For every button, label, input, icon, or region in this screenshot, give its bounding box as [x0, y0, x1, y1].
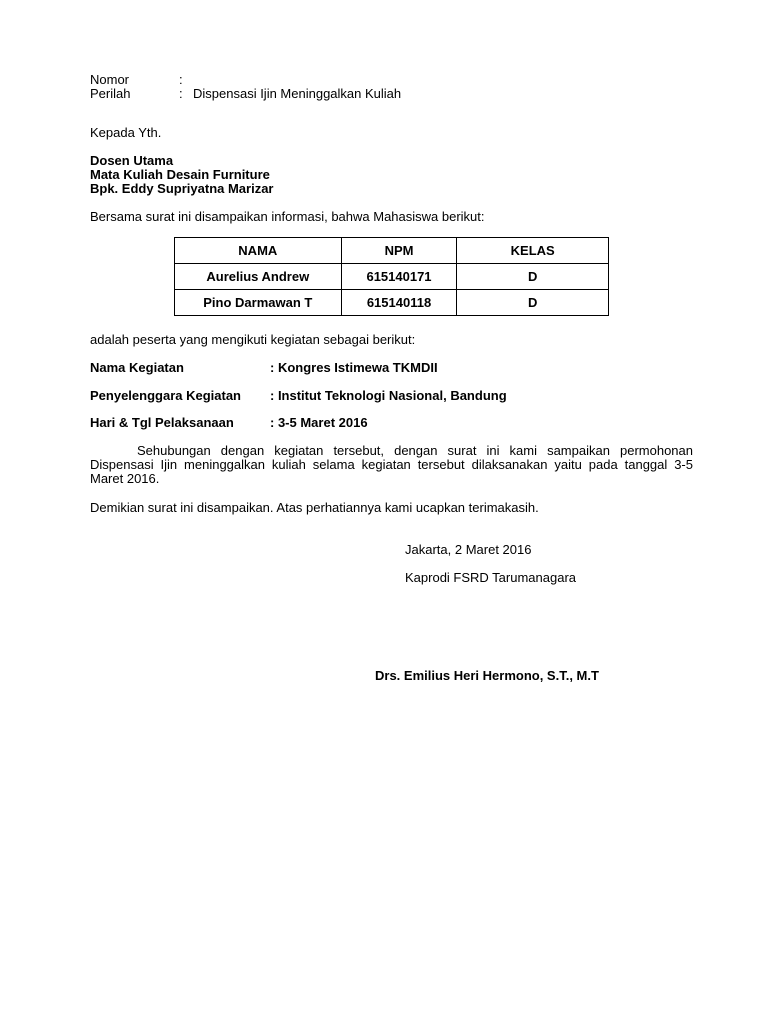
- activity-name-value: : Kongres Istimewa TKMDII: [270, 360, 438, 375]
- perihal-colon: :: [179, 86, 183, 101]
- recipient-course: Mata Kuliah Desain Furniture: [90, 167, 270, 182]
- signature-place-date: Jakarta, 2 Maret 2016: [405, 542, 532, 557]
- cell-npm: 615140171: [341, 264, 457, 290]
- perihal-value: Dispensasi Ijin Meninggalkan Kuliah: [193, 86, 402, 101]
- body-paragraph: Sehubungan dengan kegiatan tersebut, dengan surat ini kami sampaikan permohonan Dispensasi Ijin meninggalkan kuliah selama kegiatan tersebut dilaksanakan yaitu pada tanggal 3-5 Maret 2016.: [90, 443, 693, 486]
- header-nama: NAMA: [175, 238, 342, 264]
- cell-nama: Pino Darmawan T: [175, 290, 342, 316]
- recipient-title: Dosen Utama: [90, 153, 174, 168]
- student-table: [174, 237, 609, 316]
- perihal-label: Perilah: [90, 86, 131, 101]
- nomor-colon: :: [179, 72, 183, 87]
- intro-text: Bersama surat ini disampaikan informasi, bahwa Mahasiswa berikut:: [90, 209, 485, 224]
- salutation: Kepada Yth.: [90, 125, 162, 140]
- date-value: : 3-5 Maret 2016: [270, 415, 368, 430]
- signature-name: Drs. Emilius Heri Hermono, S.T., M.T: [375, 668, 599, 683]
- table-row: [175, 264, 609, 290]
- recipient-name: Bpk. Eddy Supriyatna Marizar: [90, 181, 274, 196]
- signature-title: Kaprodi FSRD Tarumanagara: [405, 570, 577, 585]
- closing-text: Demikian surat ini disampaikan. Atas perhatiannya kami ucapkan terimakasih.: [90, 500, 539, 515]
- organizer-label: Penyelenggara Kegiatan: [90, 388, 241, 403]
- activity-name-label: Nama Kegiatan: [90, 360, 184, 375]
- table-header-row: [175, 238, 609, 264]
- activity-intro: adalah peserta yang mengikuti kegiatan sebagai berikut:: [90, 332, 416, 347]
- date-label: Hari & Tgl Pelaksanaan: [90, 415, 234, 430]
- cell-nama: Aurelius Andrew: [175, 264, 342, 290]
- cell-kelas: D: [457, 290, 609, 316]
- organizer-value: : Institut Teknologi Nasional, Bandung: [270, 388, 507, 403]
- cell-npm: 615140118: [341, 290, 457, 316]
- nomor-label: Nomor: [90, 72, 130, 87]
- header-kelas: KELAS: [457, 238, 609, 264]
- header-npm: NPM: [341, 238, 457, 264]
- cell-kelas: D: [457, 264, 609, 290]
- table-row: [175, 290, 609, 316]
